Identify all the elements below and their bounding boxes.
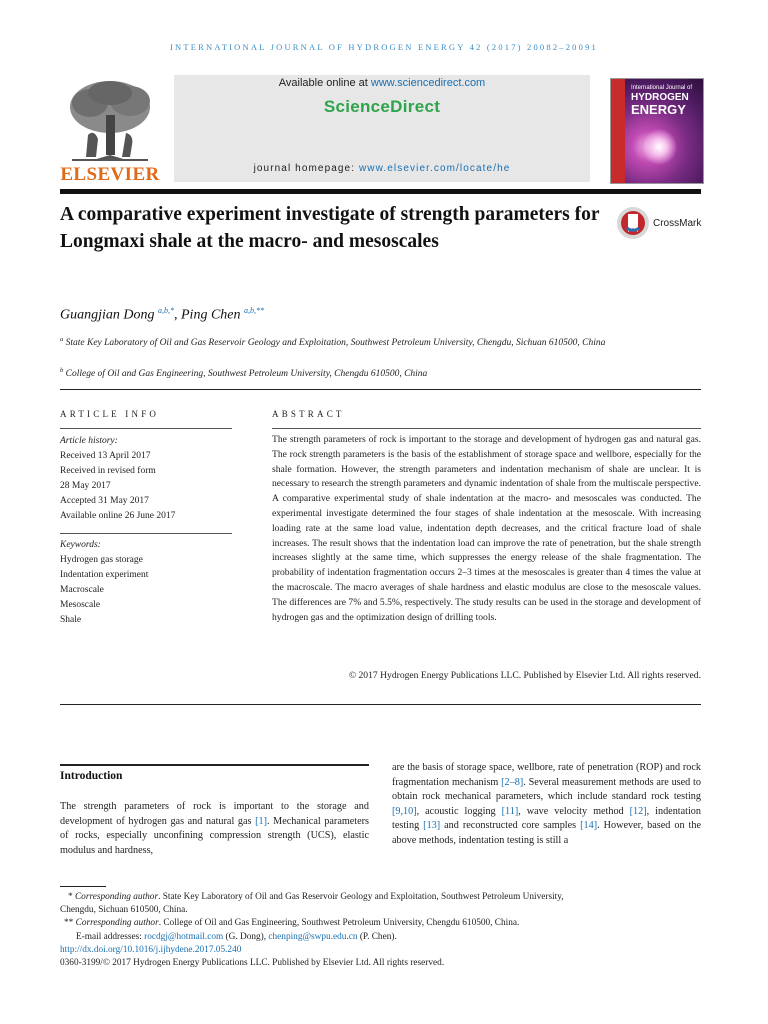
history-item: 28 May 2017 — [60, 481, 111, 491]
body-text: , indentation testing — [392, 805, 701, 832]
introduction-column-2 — [392, 761, 701, 849]
footnote-1 — [60, 891, 701, 904]
cover-orb-graphic — [641, 129, 677, 165]
body-text: . However, based on the above methods, indentation testing is still a — [392, 820, 701, 846]
citation-link[interactable]: [11] — [501, 805, 519, 817]
keywords-list — [60, 538, 232, 628]
article-history — [60, 434, 232, 524]
cover-title-energy: ENERGY — [631, 102, 686, 117]
keyword-item[interactable]: Mesoscale — [60, 600, 101, 610]
abstract-rule — [272, 428, 701, 429]
elsevier-wordmark: ELSEVIER — [60, 164, 160, 185]
email-line — [60, 931, 701, 944]
affiliation-b — [60, 363, 620, 382]
author-affiliation-marks[interactable]: a,b,* — [158, 306, 174, 315]
footnote-1-cont: Chengdu, Sichuan 610500, China. — [60, 905, 188, 916]
citation-link[interactable]: [12] — [629, 805, 647, 817]
abstract-heading: ABSTRACT — [272, 409, 345, 419]
email-owner: (G. Dong), — [223, 931, 269, 942]
citation-link[interactable]: [14] — [580, 820, 598, 832]
body-text: The strength parameters of rock is important to the storage and development of hydrogen gas and natural gas — [60, 801, 369, 827]
sciencedirect-url-link[interactable]: www.sciencedirect.com — [370, 77, 486, 89]
affiliation-mark: b — [60, 367, 64, 374]
article-info-rule — [60, 428, 232, 429]
cover-subtitle: International Journal of — [631, 85, 693, 91]
introduction-heading: Introduction — [60, 770, 123, 782]
journal-masthead — [174, 75, 590, 182]
citation-link[interactable]: [13] — [423, 820, 441, 832]
cover-strip — [611, 79, 625, 183]
crossmark-icon[interactable] — [616, 206, 650, 240]
journal-homepage-line — [174, 163, 590, 174]
author-affiliation-marks[interactable]: a,b,** — [244, 306, 264, 315]
footnote-text: . College of Oil and Gas Engineering, Southwest Petroleum University, Chengdu 610500, China. — [158, 918, 520, 929]
journal-cover-image[interactable] — [610, 78, 704, 184]
front-matter-rule — [60, 704, 701, 705]
history-item: Received 13 April 2017 — [60, 451, 151, 461]
history-item: Accepted 31 May 2017 — [60, 496, 149, 506]
running-header: INTERNATIONAL JOURNAL OF HYDROGEN ENERGY 42 (2017) 20082–20091 — [170, 42, 598, 52]
footnote-label: Corresponding author — [75, 918, 159, 929]
body-text: . Mechanical parameters of rocks, especially unconfining compression strength (UCS), elastic modulus and hardness, — [60, 815, 369, 856]
keyword-item[interactable]: Hydrogen gas storage — [60, 555, 143, 565]
sciencedirect-logo[interactable]: ScienceDirect — [323, 97, 441, 116]
doi-line — [60, 944, 701, 957]
citation-link[interactable]: [9,10] — [392, 805, 417, 817]
introduction-rule — [60, 764, 369, 766]
keywords-rule — [60, 533, 232, 534]
email-label: E-mail addresses: — [76, 931, 145, 942]
journal-homepage-prefix: journal homepage: — [253, 163, 359, 174]
body-text: , wave velocity method — [518, 805, 630, 817]
article-info-heading: ARTICLE INFO — [60, 409, 160, 419]
footnotes — [60, 891, 701, 970]
email-link[interactable]: chenping@swpu.edu.cn — [268, 931, 358, 942]
journal-homepage-link[interactable]: www.elsevier.com/locate/he — [358, 163, 511, 174]
affiliation-mark: a — [60, 336, 64, 343]
affiliation-text: College of Oil and Gas Engineering, Southwest Petroleum University, Chengdu 610500, China — [65, 369, 428, 380]
email-owner: (P. Chen). — [357, 931, 397, 942]
footnote-text: . State Key Laboratory of Oil and Gas Reservoir Geology and Exploitation, Southwest Petroleum University, — [158, 892, 564, 902]
author-list — [60, 306, 264, 324]
author-separator: , — [174, 307, 181, 323]
issn-line: 0360-3199/© 2017 Hydrogen Energy Publications LLC. Published by Elsevier Ltd. All rights reserved. — [60, 958, 445, 969]
history-item: Available online 26 June 2017 — [60, 511, 176, 521]
body-text: are the basis of storage space, wellbore, rate of penetration (ROP) and rock fragmentation mechanism — [392, 762, 701, 788]
history-item: Received in revised form — [60, 466, 156, 476]
available-online-prefix: Available online at — [278, 77, 371, 89]
crossmark-label[interactable]: CrossMark — [653, 218, 702, 229]
citation-link[interactable]: [1] — [255, 815, 267, 827]
keyword-item[interactable]: Shale — [60, 615, 82, 625]
footnote-rule — [60, 886, 106, 887]
body-text: . Several measurement methods are used to obtain rock mechanical parameters, which include standard rock testing — [392, 776, 701, 803]
masthead-rule — [60, 189, 701, 194]
affiliation-a — [60, 332, 620, 351]
article-title: A comparative experiment investigate of strength parameters for Longmaxi shale at the macro- and mesoscales — [60, 204, 600, 252]
available-online-line — [174, 77, 590, 89]
keyword-item[interactable]: Indentation experiment — [60, 570, 149, 580]
keyword-item[interactable]: Macroscale — [60, 585, 104, 595]
citation-link[interactable]: [2–8] — [501, 776, 524, 788]
section-rule — [60, 389, 701, 390]
body-text: , acoustic logging — [416, 805, 502, 817]
body-text: and reconstructed core samples — [440, 820, 581, 832]
history-label: Article history: — [60, 436, 118, 446]
abstract-body: The strength parameters of rock is important to the storage and development of hydrogen gas and natural gas. The rock strength parameters is the basis of the establishment of storage space and wellbore, especially for the shale formation. However, the strength parameters and indentation mechanism of shale are unclear. It is necessary to research the strength parameters and dynamic indentation of shale from the multiscale perspective. A comparative experimental study of shale indentation at the macro- and mesoscales was conducted. The experimental investigate determined the four stages of shale indentation at the mesoscale. With increasing loading rate at the same load value, indentation depth decreases, and the critical fracture load of shale increases. The result shows that the indentation load can improve the rate of penetration, but the shale strength increases slightly at the same time, which suppresses the energy release of the shale fragmentation. The probability of indentation fragmentation occurs 2–3 times at the mesoscales is greater than 4 times the value at the macroscale. The macro averages of shale hardness and elastic modulus are close to the mesoscale values. The differences are 7% and 5.5%, respectively. The study results can be used in the storage and development of hydrogen gas and the optimization design of drilling tools. — [272, 434, 701, 623]
footnote-2 — [60, 917, 701, 930]
author-name[interactable]: Guangjian Dong — [60, 307, 155, 323]
affiliation-text: State Key Laboratory of Oil and Gas Reservoir Geology and Exploitation, Southwest Petroleum University, Chengdu, Sichuan 610500, China — [65, 338, 606, 349]
email-link[interactable]: rocdgj@hotmail.com — [144, 931, 224, 942]
footnote-mark: ** — [64, 918, 76, 929]
footnote-label: Corresponding author — [74, 892, 159, 902]
cover-title-hydrogen: HYDROGEN — [631, 92, 689, 103]
introduction-column-1 — [60, 800, 369, 858]
abstract-copyright: © 2017 Hydrogen Energy Publications LLC. Published by Elsevier Ltd. All rights reserved. — [348, 670, 701, 681]
author-name[interactable]: Ping Chen — [181, 307, 241, 323]
keywords-label: Keywords: — [60, 540, 101, 550]
footnote-mark: * — [68, 892, 75, 902]
doi-link[interactable]: http://dx.doi.org/10.1016/j.ijhydene.2017.05.240 — [60, 944, 242, 955]
